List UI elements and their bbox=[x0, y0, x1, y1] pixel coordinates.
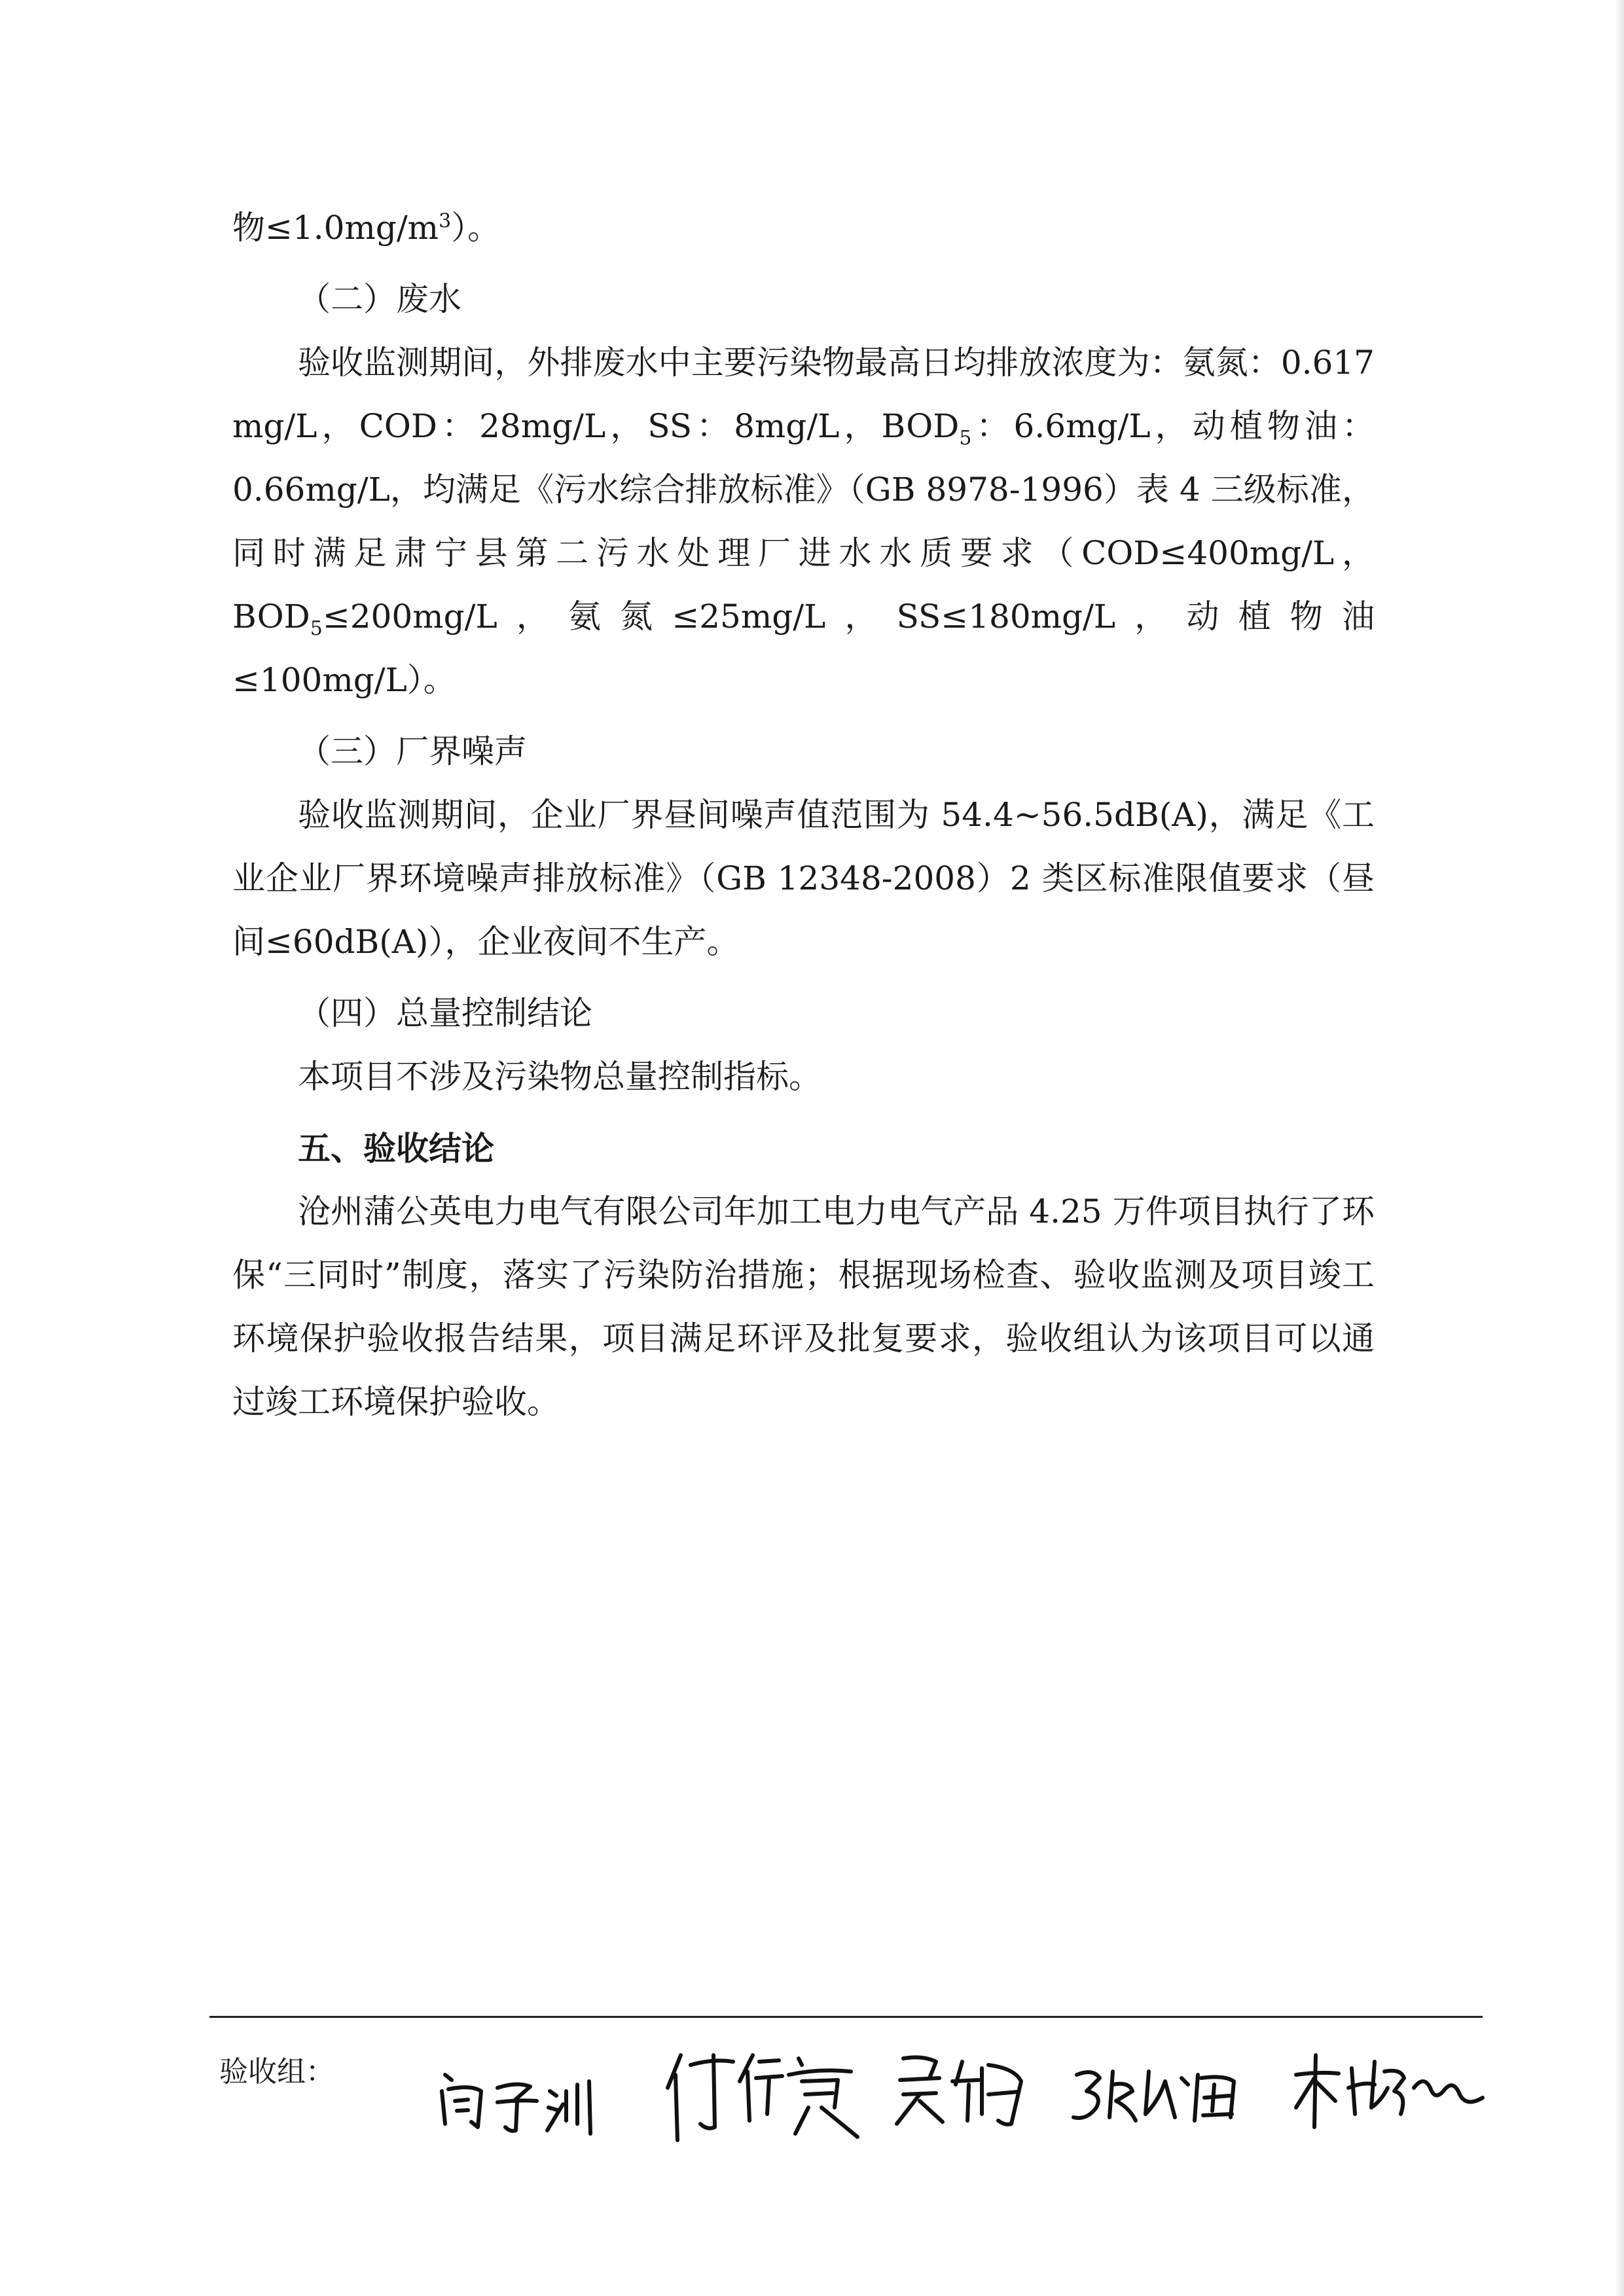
signature-3 bbox=[890, 2049, 1034, 2134]
signature-4 bbox=[1067, 2055, 1263, 2134]
heading-noise: （三）厂界噪声 bbox=[298, 732, 527, 770]
paragraph-air-continued: 物$\le 1.0mg/m^3$）。 bbox=[232, 209, 501, 247]
paragraph-conclusion: 沧州蒲公英电力电气有限公司年加工电力电气产品 4.25 万件项目执行了环保“三同时”制度，落实了污染防治措施；根据现场检查、验收监测及项目竣工环境保护验收报告结果，项目满足环评及批复要求，验收组认为该项目可以通过竣工环境保护验收。 bbox=[232, 1193, 1375, 1421]
paragraph-noise: 验收监测期间，企业厂界昼间噪声值范围为 54.4~56.5dB(A)，满足《工业企业厂界环境噪声排放标准》（GB 12348-2008）2 类区标准限值要求（昼间≤60dB(A)），企业夜间不生产。 bbox=[232, 796, 1375, 961]
heading-conclusion: 五、验收结论 bbox=[298, 1129, 494, 1168]
signature-2 bbox=[661, 2042, 877, 2147]
signature-5 bbox=[1290, 2042, 1486, 2134]
page-edge-shadow bbox=[1615, 0, 1624, 2296]
signature-1 bbox=[432, 2062, 615, 2140]
signature-label: 验收组： bbox=[219, 2055, 334, 2089]
heading-wastewater: （二）废水 bbox=[298, 280, 461, 318]
heading-total-control: （四）总量控制结论 bbox=[298, 994, 592, 1032]
document-body bbox=[232, 196, 1375, 1434]
paragraph-total-control: 本项目不涉及污染物总量控制指标。 bbox=[298, 1058, 821, 1096]
signature-block bbox=[209, 2016, 1486, 2147]
signature-divider bbox=[209, 2016, 1483, 2018]
paragraph-wastewater: 验收监测期间，外排废水中主要污染物最高日均排放浓度为：氨氮：0.617 mg/L，COD：28mg/L，SS：8mg/L，$BOD_5$：6.6mg/L，动植物油：0.66mg/L，均满足《污水综合排放标准》（GB 8978-1996）表 4 三级标准，同时满足肃宁县第二污水处理厂进水水质要求（COD≤400mg/L，$BOD_5\le 200mg/L$，氨氮≤25mg/L，SS≤180mg/L，动植物油≤100mg/L）。 bbox=[232, 344, 1375, 699]
